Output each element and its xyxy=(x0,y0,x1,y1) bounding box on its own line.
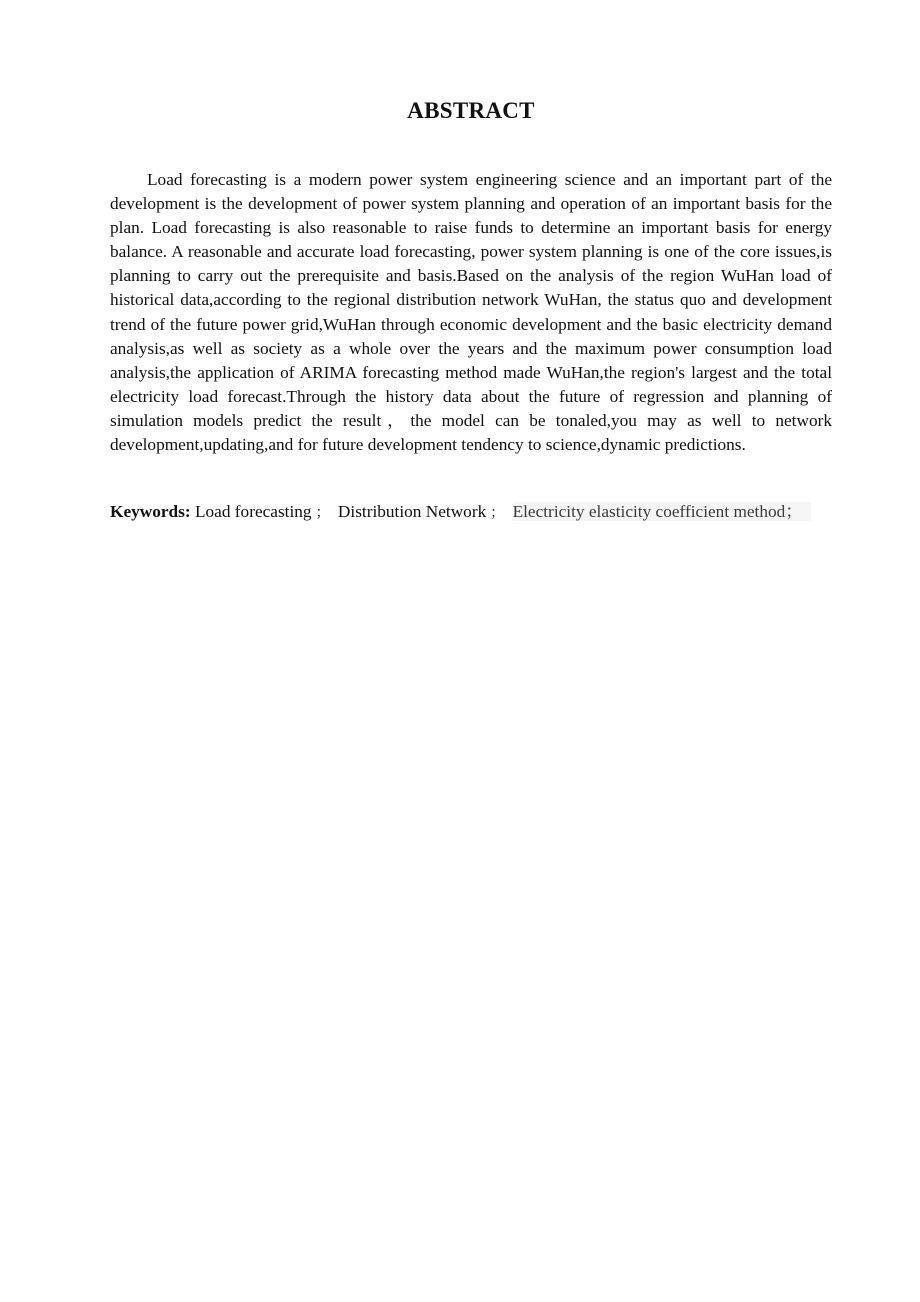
abstract-paragraph: Load forecasting is a modern power system engineering science and an important part of the development is the development of power system planning and operation of an important basis for the plan. Load forecasting is also reasonable to raise funds to determine an important basis for energy balance. A reasonable and accurate load forecasting, power system planning is one of the core issues,is planning to carry out the prerequisite and basis.Based on the analysis of the region WuHan load of historical data,according to the regional distribution network WuHan, the status quo and development trend of the future power grid,WuHan through economic development and the basic electricity demand analysis,as well as society as a whole over the years and the maximum power consumption load analysis,the application of ARIMA forecasting method made WuHan,the region's largest and the total electricity load forecast.Through the history data about the future of regression and planning of simulation models predict the result，the model can be tonaled,you may as well to network development,updating,and for future development tendency to science,dynamic predictions. xyxy=(110,170,832,455)
keyword-separator: ； xyxy=(785,502,803,521)
keyword-item: Distribution Network xyxy=(337,502,487,521)
keyword-item-highlighted xyxy=(513,502,812,521)
keywords-line xyxy=(110,494,832,532)
keyword-separator: ； xyxy=(315,505,330,521)
keywords-label: Keywords: xyxy=(110,502,191,521)
keyword-item: Electricity elasticity coefficient method xyxy=(512,502,786,521)
keyword-item: Load forecasting xyxy=(194,502,312,521)
keyword-separator: ； xyxy=(490,505,505,521)
abstract-title: ABSTRACT xyxy=(407,98,535,123)
